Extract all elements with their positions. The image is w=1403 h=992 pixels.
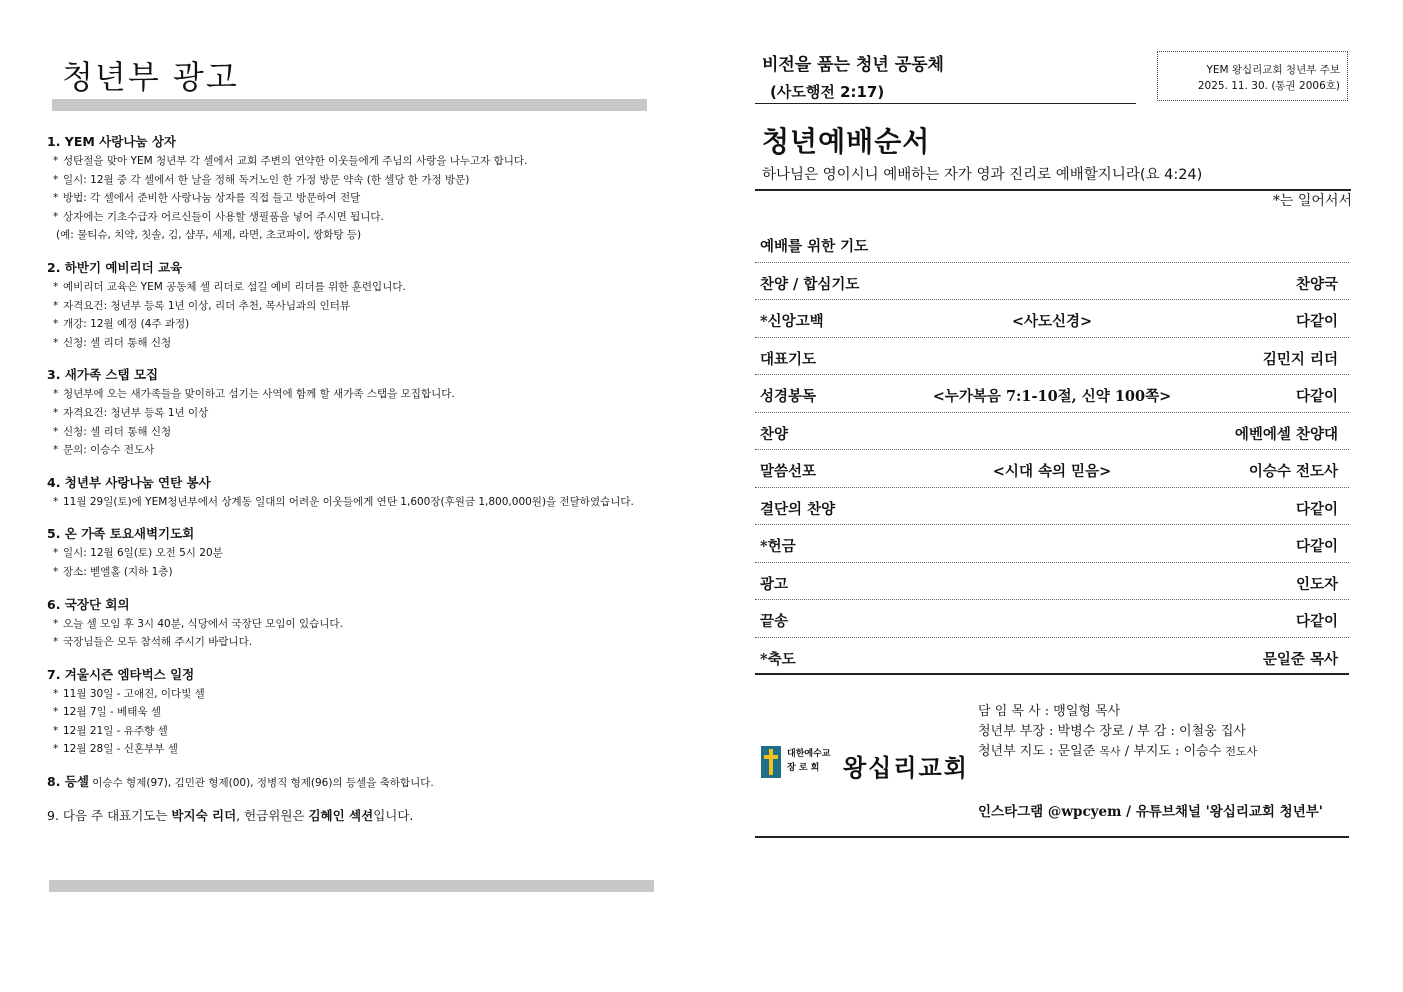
order-row — [755, 638, 1349, 676]
standing-note: *는 일어서서 — [1272, 193, 1352, 209]
staff-list — [978, 702, 1257, 762]
notice-bullet: * 11월 29일(토)에 YEM청년부에서 상계동 일대의 어려운 이웃들에게 연탄 1,600장(후원금 1,800,000원)을 전달하였습니다. — [53, 495, 634, 508]
logo-church-name: 왕십리교회 — [843, 753, 969, 782]
worship-order-table — [755, 225, 1349, 675]
notice-heading: 7. 겨울시즌 엠타벅스 일정 — [47, 666, 195, 682]
notice-bullet: * 일시: 12월 6일(토) 오전 5시 20분 — [53, 547, 223, 560]
church-logo — [761, 746, 969, 782]
order-row — [755, 488, 1349, 526]
notice-bullet: * 방법: 각 셀에서 준비한 사랑나눔 상자를 직접 들고 방문하여 전달 — [53, 192, 361, 205]
order-row — [755, 525, 1349, 563]
vision-underline — [755, 103, 1136, 104]
order-detail: <시대 속의 믿음> — [992, 463, 1112, 480]
order-item: 대표기도 — [760, 350, 817, 368]
notice-bullet: * 신청: 셀 리더 통해 신청 — [53, 425, 172, 438]
order-item: 결단의 찬양 — [760, 500, 836, 518]
notice-bullet: * 12월 28일 - 신혼부부 셀 — [53, 743, 178, 756]
bottom-divider-bar — [49, 880, 654, 892]
notice-heading: 1. YEM 사랑나눔 상자 — [47, 134, 176, 149]
notice-bullet: * 장소: 벧엘홀 (지하 1층) — [53, 565, 173, 578]
worship-order-title: 청년예배순서 — [762, 125, 931, 158]
notice-bullet: * 국장님들은 모두 참석해 주시기 바랍니다. — [53, 636, 253, 649]
notice-bullet: * 자격요건: 청년부 등록 1년 이상 — [53, 406, 209, 419]
order-item: *축도 — [760, 650, 796, 668]
order-item: 광고 — [760, 575, 789, 593]
notice-cell-registration: 8. 등셀 이승수 형제(97), 김민관 형제(00), 정병직 형제(96)의 등셀을 축하합니다. — [47, 774, 434, 790]
notice-heading: 6. 국장단 회의 — [47, 596, 130, 612]
order-row — [755, 375, 1349, 413]
vision-slogan: 비전을 품는 청년 공동체 — [762, 55, 944, 75]
notice-next-week-roles: 9. 다음 주 대표기도는 박지숙 리더, 헌금위원은 김혜인 섹션입니다. — [47, 808, 414, 824]
logo-denomination: 대한예수교 장 로 회 — [787, 749, 831, 773]
staff-guidance: 청년부 지도 : 문일준 목사 / 부지도 : 이승수 전도사 — [978, 744, 1258, 759]
notice-bullet: * 개강: 12월 예정 (4주 과정) — [53, 318, 190, 331]
staff-senior-pastor: 담 임 목 사 : 맹일형 목사 — [978, 704, 1121, 719]
bulletin-name: YEM 왕십리교회 청년부 주보 — [1206, 64, 1340, 76]
title-divider-bar — [52, 99, 647, 111]
order-leader: 에벤에셀 찬양대 — [1234, 425, 1338, 443]
order-leader: 인도자 — [1295, 575, 1338, 593]
notice-item — [47, 473, 657, 512]
order-row — [755, 338, 1349, 376]
notice-bullet: * 예비리더 교육은 YEM 공동체 셀 리더로 섬길 예비 리더를 위한 훈련입니다. — [53, 280, 406, 293]
social-media-info: 인스타그램 @wpcyem / 유튜브채널 '왕십리교회 청년부' — [978, 804, 1323, 820]
order-leader: 김민지 리더 — [1262, 350, 1338, 368]
notice-bullet: * 일시: 12월 중 각 셀에서 한 날을 정해 독거노인 한 가정 방문 약속 (한 셀당 한 가정 방문) — [53, 173, 470, 186]
notice-bullet: * 성탄절을 맞아 YEM 청년부 각 셀에서 교회 주변의 연약한 이웃들에게 주님의 사랑을 나누고자 합니다. — [53, 155, 528, 167]
order-item: 끝송 — [760, 613, 789, 630]
notice-heading: 5. 온 가족 토요새벽기도회 — [47, 526, 195, 542]
notice-bullet: * 문의: 이승수 전도사 — [53, 444, 155, 457]
notice-bullet: * 자격요건: 청년부 등록 1년 이상, 리더 추천, 목사님과의 인터뷰 — [53, 299, 351, 312]
order-leader: 다같이 — [1295, 613, 1338, 630]
notice-item — [47, 132, 657, 245]
notice-bullet: * 12월 7일 - 베태욱 셀 — [53, 706, 162, 719]
cross-icon — [761, 746, 781, 778]
order-leader: 이승수 전도사 — [1248, 463, 1338, 480]
bulletin-date-issue: 2025. 11. 30. (통권 2006호) — [1197, 80, 1340, 92]
order-leader: 다같이 — [1295, 500, 1338, 518]
order-leader: 다같이 — [1295, 388, 1338, 405]
notice-bullet: * 12월 21일 - 유주향 셀 — [53, 724, 168, 737]
notice-item — [47, 595, 657, 652]
notice-item — [47, 665, 657, 759]
bottom-rule — [755, 836, 1349, 838]
notice-bullet: * 신청: 셀 리더 통해 신청 — [53, 336, 172, 349]
order-item: 성경봉독 — [760, 388, 817, 405]
page-title: 청년부 광고 — [62, 58, 239, 96]
staff-department-heads: 청년부 부장 : 박병수 장로 / 부 감 : 이철웅 집사 — [978, 724, 1246, 739]
notices-list — [47, 132, 657, 826]
bulletin-info-box — [1157, 51, 1348, 101]
order-leader: 문일준 목사 — [1262, 650, 1338, 668]
order-item: *신앙고백 — [760, 313, 824, 330]
order-row — [755, 563, 1349, 601]
order-leader: 찬양국 — [1295, 275, 1338, 293]
order-item: 말씀선포 — [760, 463, 817, 480]
scripture-verse: 하나님은 영이시니 예배하는 자가 영과 진리로 예배할지니라(요 4:24) — [762, 167, 1203, 183]
order-item: 찬양 / 합심기도 — [760, 275, 860, 293]
order-item: 찬양 — [760, 425, 789, 443]
order-row — [755, 413, 1349, 451]
order-row — [755, 263, 1349, 301]
order-row — [755, 450, 1349, 488]
order-row — [755, 300, 1349, 338]
notice-bullet: * 오늘 셀 모임 후 3시 40분, 식당에서 국장단 모임이 있습니다. — [53, 617, 343, 630]
notice-item — [47, 258, 657, 352]
notice-heading: 3. 새가족 스탭 모집 — [47, 367, 159, 383]
notice-heading: 4. 청년부 사랑나눔 연탄 봉사 — [47, 474, 211, 490]
order-leader: 다같이 — [1295, 313, 1338, 330]
notice-example-note: (예: 물티슈, 치약, 칫솔, 김, 샴푸, 세제, 라면, 초코파이, 쌍화탕 등) — [56, 229, 362, 242]
notice-bullet: * 상자에는 기초수급자 어르신들이 사용할 생필품을 넣어 주시면 됩니다. — [53, 210, 384, 223]
notice-bullet: * 청년부에 오는 새가족들을 맞이하고 섬기는 사역에 함께 할 새가족 스탭을 모집합니다. — [53, 388, 455, 401]
order-detail: <사도신경> — [1011, 313, 1093, 330]
order-leader: 다같이 — [1295, 538, 1338, 555]
vision-reference: (사도행전 2:17) — [770, 83, 885, 101]
notice-item — [47, 524, 657, 581]
order-item: *헌금 — [760, 538, 796, 555]
order-detail: <누가복음 7:1-10절, 신약 100쪽> — [932, 388, 1172, 405]
order-row — [755, 225, 1349, 263]
notice-bullet: * 11월 30일 - 고애진, 이다빛 셀 — [53, 687, 205, 700]
notice-heading: 2. 하반기 예비리더 교육 — [47, 259, 183, 275]
order-item: 예배를 위한 기도 — [760, 238, 869, 255]
notice-item — [47, 365, 657, 459]
order-row — [755, 600, 1349, 638]
